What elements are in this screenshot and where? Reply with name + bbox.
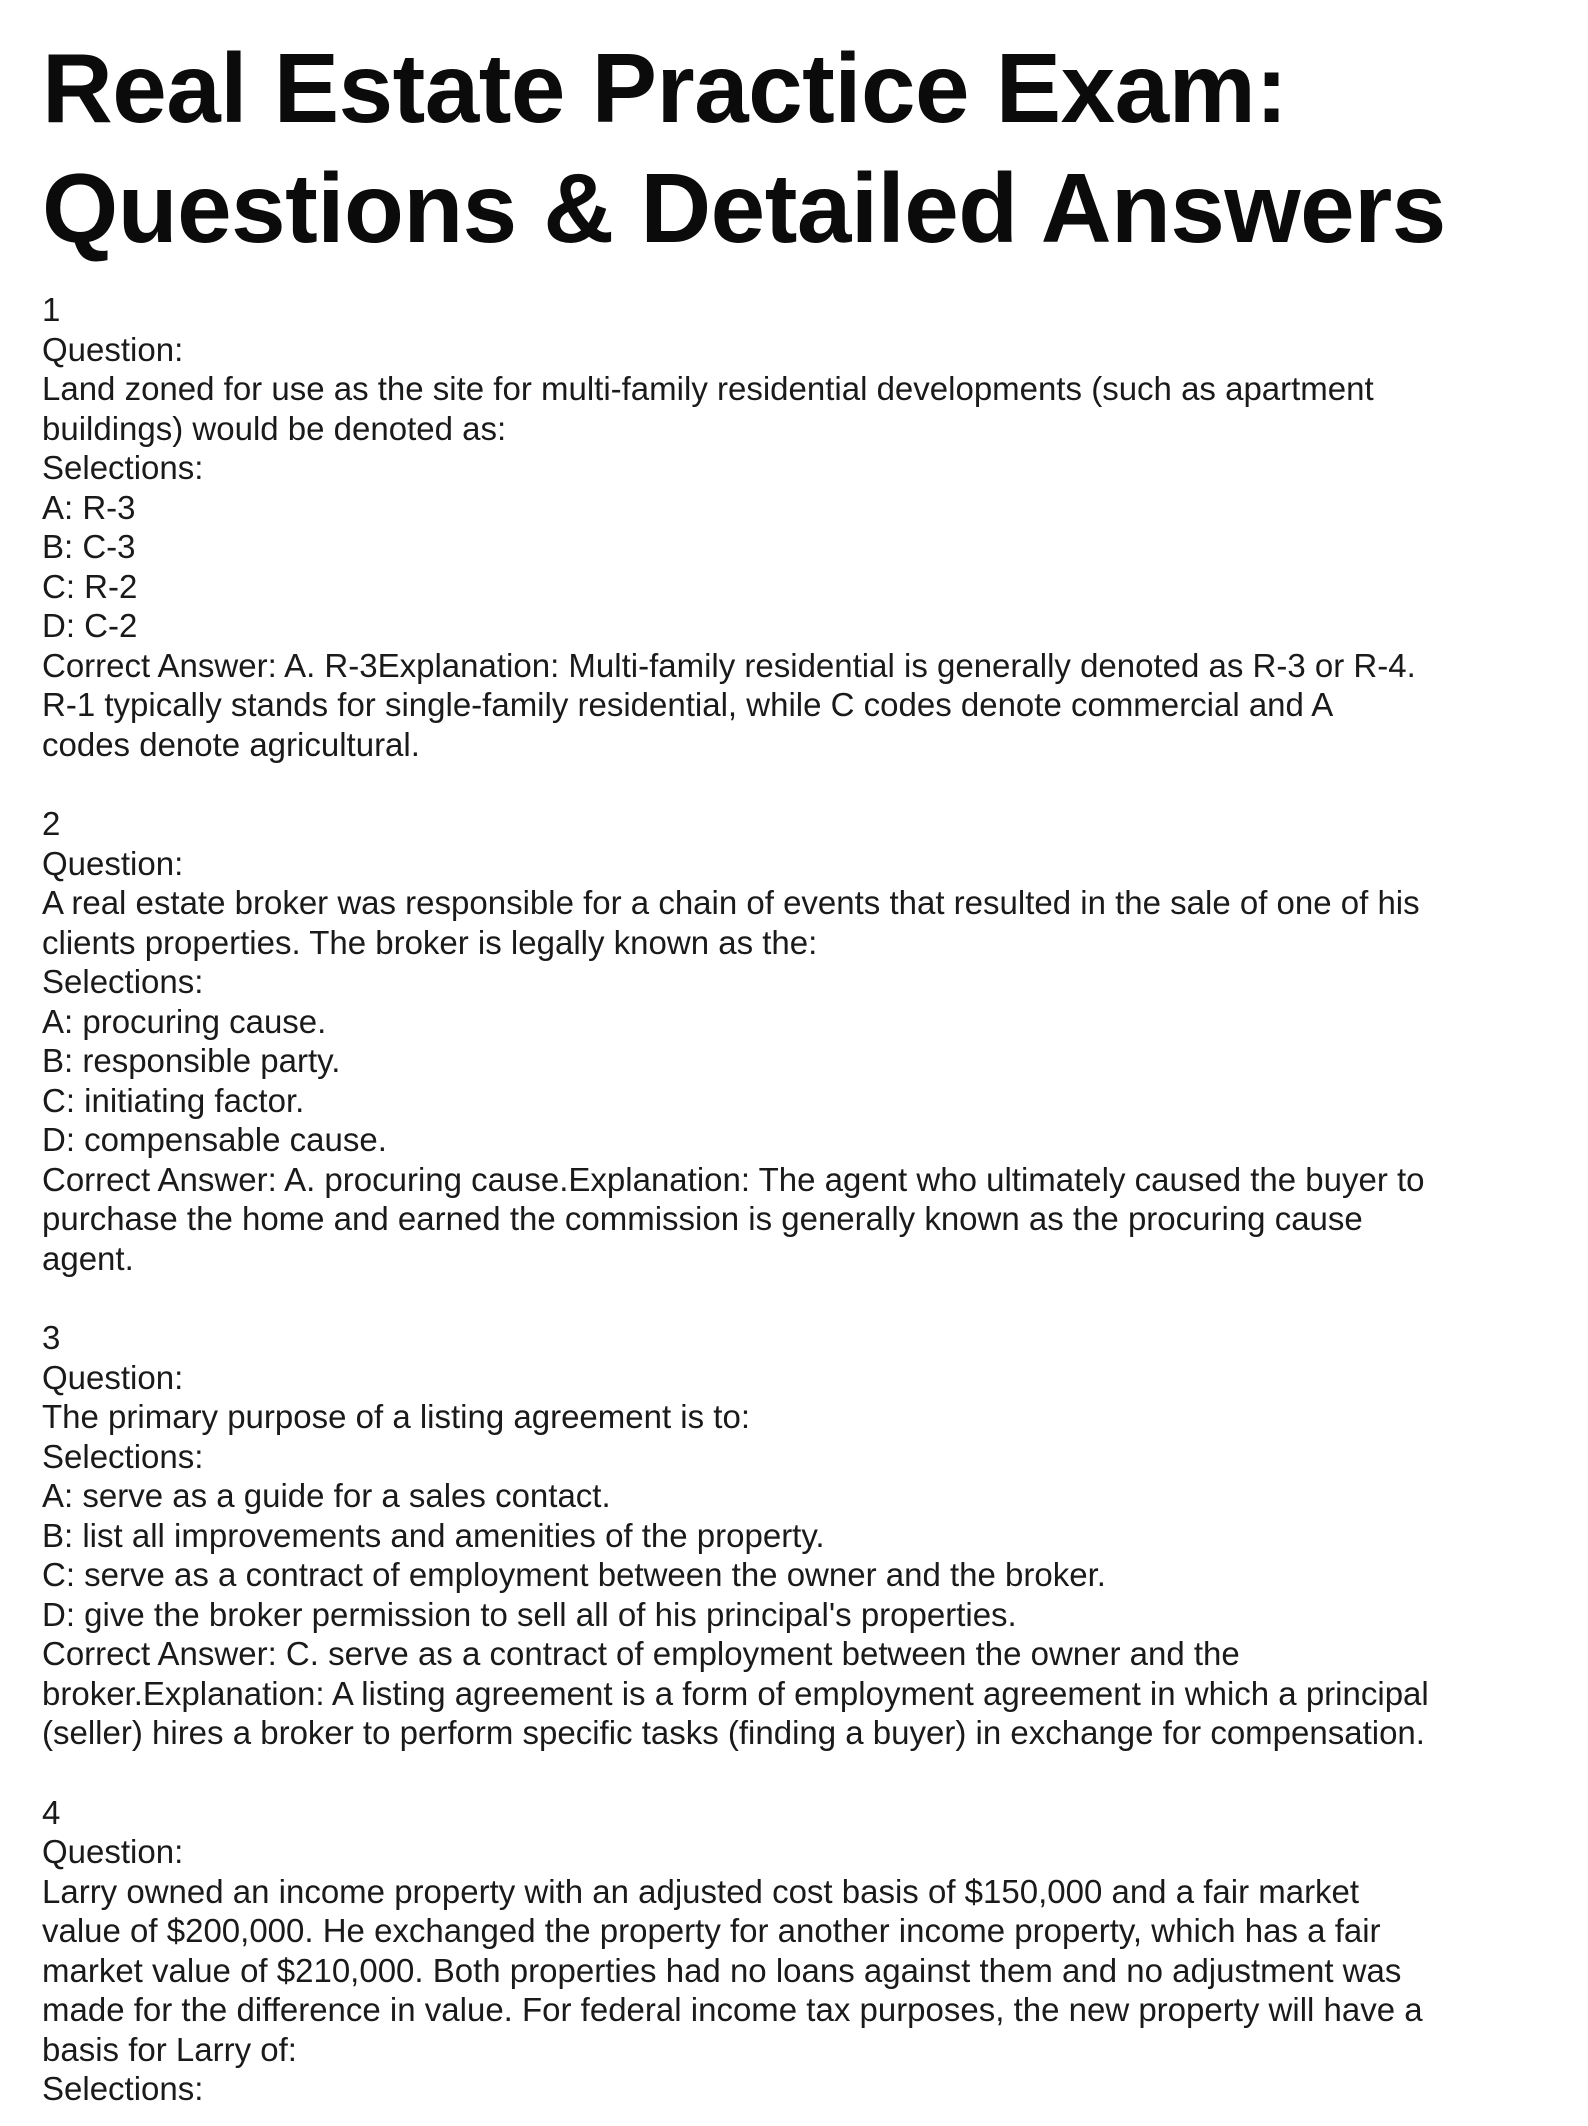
answer-line: Correct Answer: A. procuring cause.Explanation: The agent who ultimately caused the buyer to bbox=[42, 1160, 1425, 1198]
option-a: A: R-3 bbox=[42, 488, 136, 526]
section-spacer bbox=[42, 1753, 1582, 1793]
selections-label: Selections: bbox=[42, 2070, 204, 2107]
question-block-2 bbox=[42, 804, 1582, 1278]
question-number: 1 bbox=[42, 291, 61, 328]
option-d: D: give the broker permission to sell all of his principal's properties. bbox=[42, 1595, 1017, 1633]
question-text-line: The primary purpose of a listing agreement is to: bbox=[42, 1398, 751, 1435]
answer-line: Correct Answer: A. R-3Explanation: Multi-family residential is generally denoted as R-3 or R-4. bbox=[42, 646, 1416, 684]
answer-line: codes denote agricultural. bbox=[42, 725, 420, 763]
selections-label: Selections: bbox=[42, 1437, 204, 1475]
question-block-3 bbox=[42, 1318, 1582, 1753]
option-a: A: procuring cause. bbox=[42, 1002, 327, 1040]
option-c: C: serve as a contract of employment between the owner and the broker. bbox=[42, 1556, 1106, 1593]
question-block-1 bbox=[42, 290, 1582, 764]
question-text-line: A real estate broker was responsible for a chain of events that resulted in the sale of one of his bbox=[42, 884, 1420, 921]
question-text-line: value of $200,000. He exchanged the property for another income property, which has a fair bbox=[42, 1912, 1381, 1949]
question-text-line: Larry owned an income property with an adjusted cost basis of $150,000 and a fair market bbox=[42, 1872, 1360, 1910]
option-b: B: C-3 bbox=[42, 528, 136, 565]
option-a: A: serve as a guide for a sales contact. bbox=[42, 1477, 611, 1514]
question-label: Question: bbox=[42, 330, 184, 368]
question-number: 4 bbox=[42, 1793, 61, 1831]
answer-line: R-1 typically stands for single-family residential, while C codes denote commercial and A bbox=[42, 686, 1334, 723]
question-text-line: made for the difference in value. For federal income tax purposes, the new property will have a bbox=[42, 1991, 1423, 2028]
answer-line: purchase the home and earned the commission is generally known as the procuring cause bbox=[42, 1200, 1363, 1237]
option-c: C: R-2 bbox=[42, 567, 138, 605]
document-page bbox=[42, 28, 1582, 2109]
page-title bbox=[42, 28, 1582, 268]
option-b: B: list all improvements and amenities of the property. bbox=[42, 1516, 825, 1554]
question-label: Question: bbox=[42, 1833, 184, 1870]
question-block-4 bbox=[42, 1793, 1582, 2109]
option-d: D: C-2 bbox=[42, 607, 138, 644]
answer-line: agent. bbox=[42, 1239, 134, 1277]
section-spacer bbox=[42, 764, 1582, 804]
question-label: Question: bbox=[42, 1358, 184, 1396]
question-text-line: buildings) would be denoted as: bbox=[42, 409, 507, 447]
answer-line: broker.Explanation: A listing agreement is a form of employment agreement in which a principal bbox=[42, 1674, 1429, 1712]
selections-label: Selections: bbox=[42, 449, 204, 486]
page-title-line-1: Real Estate Practice Exam: bbox=[42, 33, 1288, 143]
question-text-line: basis for Larry of: bbox=[42, 2030, 297, 2068]
page-title-line-2: Questions & Detailed Answers bbox=[42, 153, 1446, 263]
selections-label: Selections: bbox=[42, 963, 204, 1000]
question-label: Question: bbox=[42, 844, 184, 882]
answer-line: (seller) hires a broker to perform specific tasks (finding a buyer) in exchange for compensation. bbox=[42, 1714, 1425, 1751]
option-b: B: responsible party. bbox=[42, 1042, 341, 1079]
question-number: 3 bbox=[42, 1319, 61, 1356]
answer-line: Correct Answer: C. serve as a contract of employment between the owner and the bbox=[42, 1635, 1240, 1672]
option-c: C: initiating factor. bbox=[42, 1081, 305, 1119]
option-d: D: compensable cause. bbox=[42, 1121, 387, 1158]
section-spacer bbox=[42, 1278, 1582, 1318]
question-text-line: clients properties. The broker is legally known as the: bbox=[42, 923, 818, 961]
question-text-line: Land zoned for use as the site for multi-family residential developments (such as apartment bbox=[42, 370, 1374, 407]
question-number: 2 bbox=[42, 805, 61, 842]
question-text-line: market value of $210,000. Both properties had no loans against them and no adjustment was bbox=[42, 1951, 1402, 1989]
